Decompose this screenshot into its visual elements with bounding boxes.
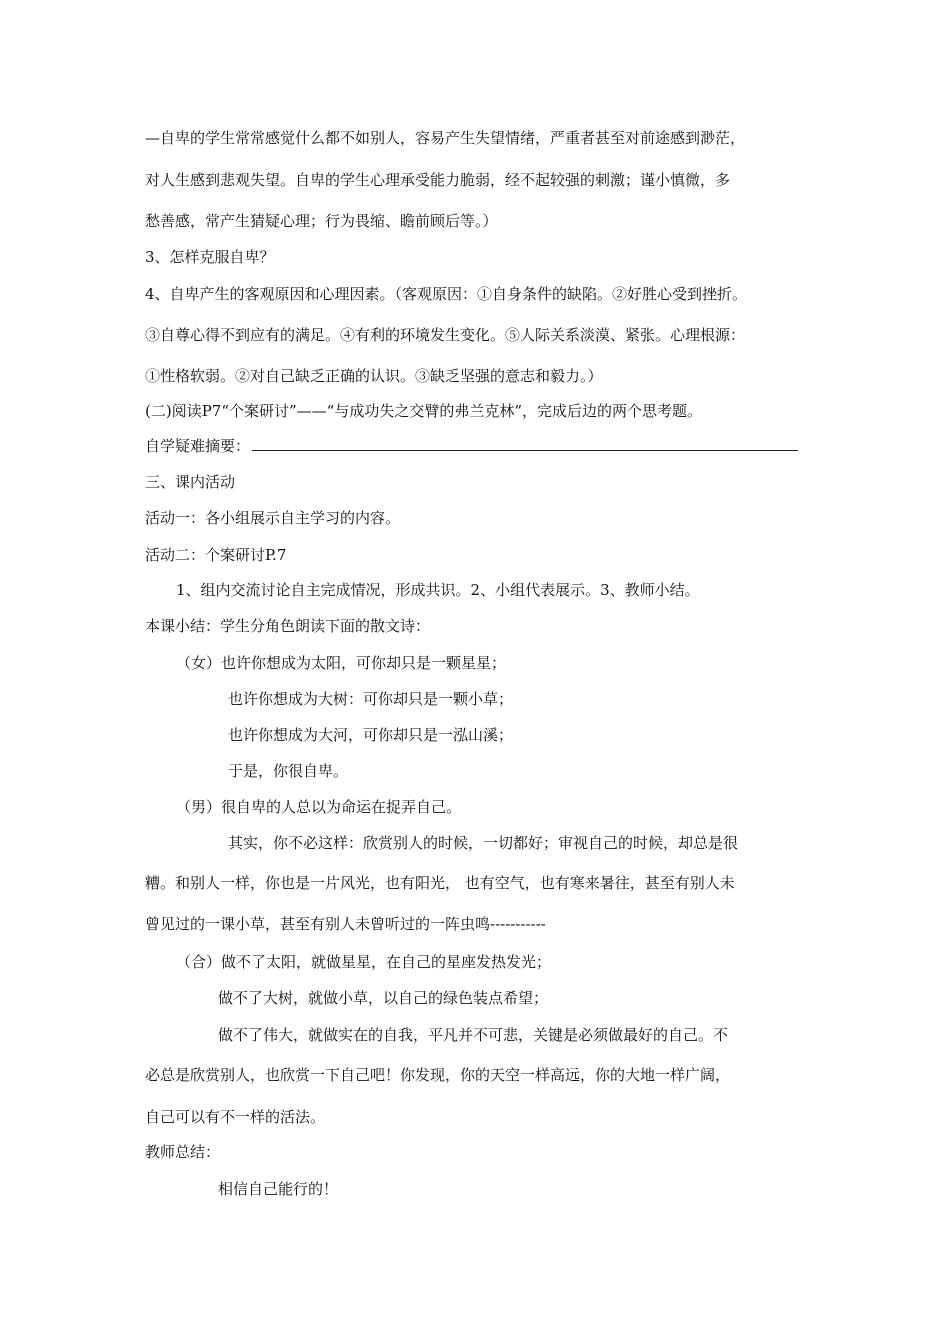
text-line: 教师总结： xyxy=(145,1143,221,1161)
poem-line: 曾见过的一课小草，甚至有别人未曾听过的一阵虫鸣----------- xyxy=(145,915,546,933)
poem-line: 也许你想成为大河，可你却只是一泓山溪； xyxy=(228,726,514,744)
poem-line: 做不了伟大，就做实在的自我，平凡并不可悲，关键是必须做最好的自己。不 xyxy=(218,1026,729,1044)
poem-line: 做不了大树，就做小草，以自己的绿色装点希望； xyxy=(218,989,549,1007)
poem-line: （女）也许你想成为太阳，可你却只是一颗星星； xyxy=(176,654,507,672)
text-line: 愁善感，常产生猜疑心理；行为畏缩、瞻前顾后等。） xyxy=(145,212,498,230)
text-line: 对人生感到悲观失望。自卑的学生心理承受能力脆弱，经不起较强的刺激；谨小慎微，多 xyxy=(145,171,731,189)
text-line: 活动一：各小组展示自主学习的内容。 xyxy=(145,509,401,527)
question-summary-label: 自学疑难摘要： xyxy=(145,437,251,455)
text-line: —自卑的学生常常感觉什么都不如别人，容易产生失望情绪，严重者甚至对前途感到渺茫， xyxy=(145,129,746,147)
poem-line: 必总是欣赏别人，也欣赏一下自己吧！你发现，你的天空一样高远，你的大地一样广阔， xyxy=(145,1066,731,1084)
text-line: 活动二：个案研讨P.7 xyxy=(145,546,287,564)
text-line: ①性格软弱。②对自己缺乏正确的认识。③缺乏坚强的意志和毅力。） xyxy=(145,367,603,385)
text-line: 3、怎样克服自卑？ xyxy=(145,248,275,266)
text-line: ③自尊心得不到应有的满足。④有利的环境发生变化。⑤人际关系淡漠、紧张。心理根源： xyxy=(145,326,746,344)
poem-line: （合）做不了太阳，就做星星，在自己的星座发热发光； xyxy=(176,953,552,971)
poem-line: 于是，你很自卑。 xyxy=(228,762,349,780)
poem-line: 其实，你不必这样：欣赏别人的时候，一切都好；审视自己的时候，却总是很 xyxy=(228,834,739,852)
question-summary-line xyxy=(145,436,798,456)
text-line: 4、自卑产生的客观原因和心理因素。（客观原因：①自身条件的缺陷。②好胜心受到挫折。 xyxy=(145,285,748,303)
text-line: (二)阅读P7“个案研讨”——“与成功失之交臂的弗兰克林”，完成后边的两个思考题。 xyxy=(145,402,703,420)
poem-line: （男）很自卑的人总以为命运在捉弄自己。 xyxy=(176,798,462,816)
section-heading: 三、课内活动 xyxy=(145,473,236,491)
poem-line: 自己可以有不一样的活法。 xyxy=(145,1108,326,1126)
poem-line: 也许你想成为大树：可你却只是一颗小草； xyxy=(228,690,514,708)
text-line: 本课小结：学生分角色朗读下面的散文诗： xyxy=(145,617,431,635)
text-line: 相信自己能行的！ xyxy=(218,1180,339,1198)
text-line: 1、组内交流讨论自主完成情况，形成共识。2、小组代表展示。3、教师小结。 xyxy=(176,581,700,599)
poem-line: 糟。和别人一样，你也是一片风光，也有阳光， 也有空气，也有寒来暑往，甚至有别人未 xyxy=(145,874,735,892)
answer-blank-line xyxy=(252,436,798,451)
